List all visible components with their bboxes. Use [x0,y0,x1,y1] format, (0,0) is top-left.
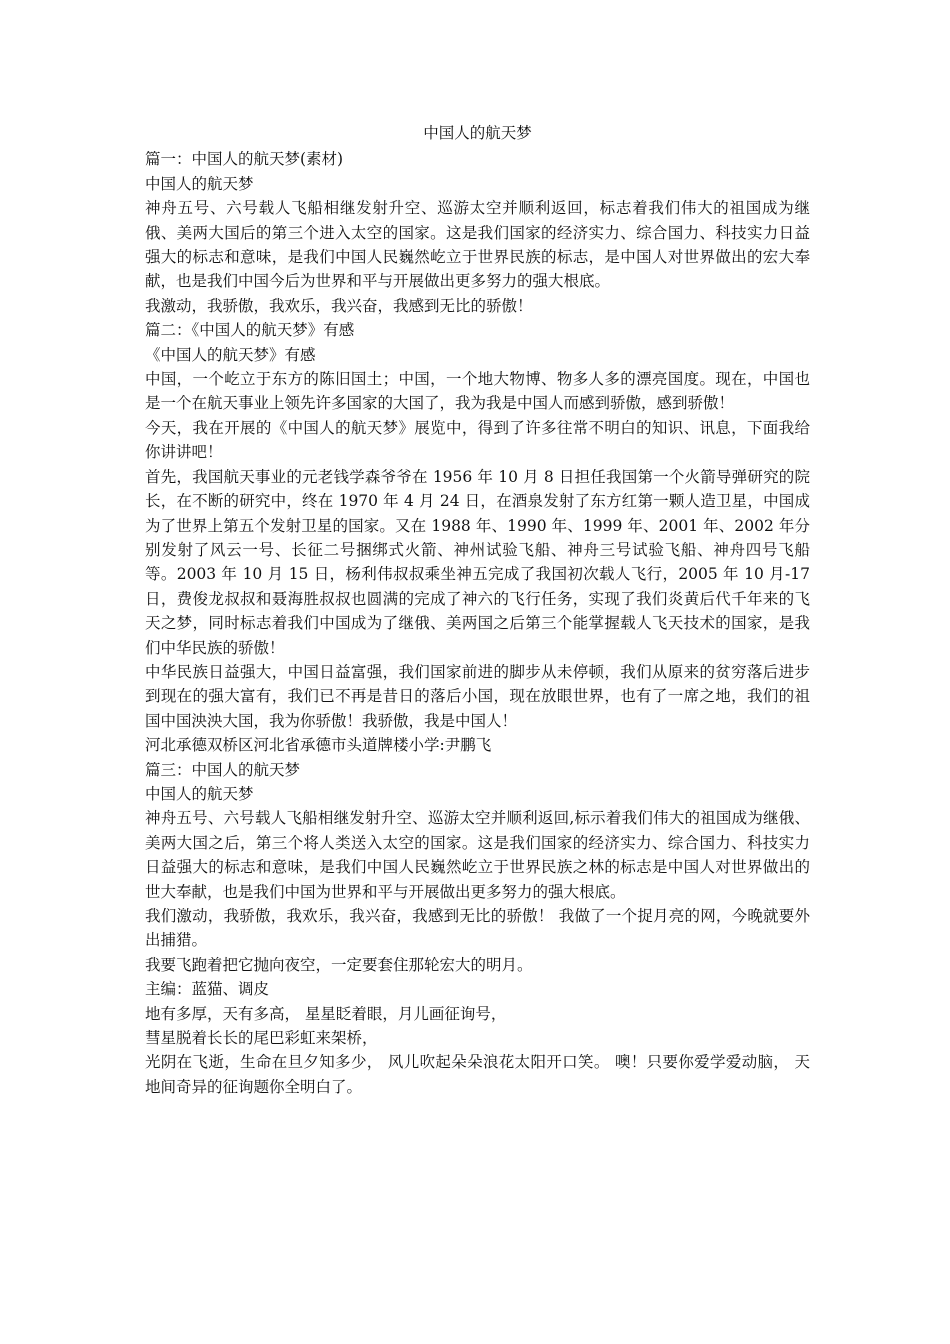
paragraph: 我们激动，我骄傲，我欢乐，我兴奋，我感到无比的骄傲！ 我做了一个捉月亮的网，今晚就要外出捕猎。 [145,907,810,950]
section-heading: 篇三：中国人的航天梦 [145,760,301,779]
section-heading: 篇二：《中国人的航天梦》有感 [145,321,355,340]
paragraph: 中国，一个屹立于东方的陈旧国土；中国，一个地大物博、物多人多的漂亮国度。现在，中国也是一个在航天事业上领先许多国家的大国了，我为我是中国人而感到骄傲，感到骄傲！ [145,370,810,413]
paragraph: 首先，我国航天事业的元老钱学森爷爷在 1956 年 10 月 8 日担任我国第一个火箭导弹研究的院长，在不断的研究中，终在 1970 年 4 月 24 日，在酒泉发射了东方红第一颗人造卫星，中国成为了世界上第五个发射卫星的国家。又在 1988 年、1990 年、1999 年、2001 年、2002 年分别发射了风云一号、长征二号捆绑式火箭、神州试验飞船、神舟三号试验飞船、神舟四号飞船等。2003 年 10 月 15 日，杨利伟叔叔乘坐神五完成了我国初次载人飞行，2005 年 10 月-17 日，费俊龙叔叔和聂海胜叔叔也圆满的完成了神六的飞行任务，实现了我们炎黄后代千年来的飞天之梦，同时标志着我们中国成为了继俄、美两国之后第三个能掌握载人飞天技术的国家，是我们中华民族的骄傲！ [145,467,810,657]
paragraph: 我要飞跑着把它抛向夜空，一定要套住那轮宏大的明月。 [145,955,533,974]
paragraph: 中国人的航天梦 [145,784,254,803]
paragraph: 中国人的航天梦 [145,174,254,193]
paragraph: 篇一：中国人的航天梦(素材) [145,150,344,169]
poem-line: 光阴在飞逝，生命在旦夕知多少， 风儿吹起朵朵浪花太阳开口笑。 噢！只要你爱学爱动脑， 天地间奇异的征询题你全明白了。 [145,1053,810,1096]
paragraph: 今天，我在开展的《中国人的航天梦》展览中，得到了许多往常不明白的知识、讯息，下面我给你讲讲吧！ [145,418,810,462]
poem-line: 地有多厚，天有多高， 星星眨着眼，月儿画征询号， [145,1004,507,1023]
paragraph: 我激动，我骄傲，我欢乐，我兴奋，我感到无比的骄傲！ [145,296,533,315]
poem-line: 彗星脱着长长的尾巴彩虹来架桥， [145,1029,378,1048]
author-line: 河北承德双桥区河北省承德市头道牌楼小学:尹鹏飞 [145,736,492,755]
paragraph: 《中国人的航天梦》有感 [145,345,316,364]
paragraph: 神舟五号、六号载人飞船相继发射升空、巡游太空并顺利返回，标志着我们伟大的祖国成为继俄、美两大国后的第三个进入太空的国家。这是我们国家的经济实力、综合国力、科技实力日益强大的标志和意味，是我们中国人民巍然屹立于世界民族的标志，是中国人对世界做出的宏大奉献，也是我们中国今后为世界和平与开展做出更多努力的强大根底。 [145,199,810,291]
paragraph: 中华民族日益强大，中国日益富强，我们国家前进的脚步从未停顿，我们从原来的贫穷落后进步到现在的强大富有，我们已不再是昔日的落后小国，现在放眼世界，也有了一席之地，我们的祖国中国泱泱大国，我为你骄傲！我骄傲，我是中国人！ [145,662,810,730]
editor-line: 主编：蓝猫、调皮 [145,980,270,999]
document-title: 中国人的航天梦 [423,124,532,142]
paragraph: 神舟五号、六号载人飞船相继发射升空、巡游太空并顺利返回,标示着我们伟大的祖国成为继俄、美两大国之后，第三个将人类送入太空的国家。这是我们国家的经济实力、综合国力、科技实力日益强大的标志和意味，是我们中国人民巍然屹立于世界民族之林的标志是中国人对世界做出的世大奉献，也是我们中国为世界和平与开展做出更多努力的强大根底。 [145,809,810,901]
document-body [145,121,810,1099]
